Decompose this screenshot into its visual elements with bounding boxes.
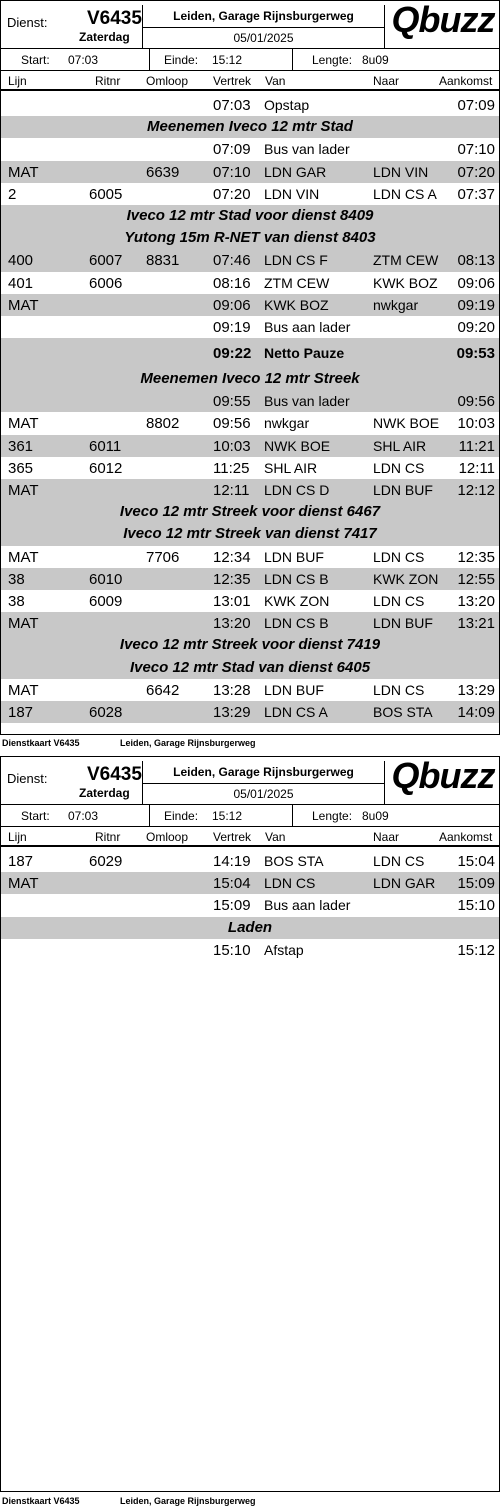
dienst-label: Dienst:	[7, 771, 48, 786]
departure-time: 13:20	[213, 615, 251, 633]
divider	[292, 805, 293, 826]
vehicle-section-heading: Yutong 15m R-NET van dienst 8403	[1, 227, 499, 249]
departure-time: 15:09	[213, 897, 251, 915]
to-stop: SHL AIR	[373, 437, 427, 454]
from-stop: LDN BUF	[264, 681, 324, 698]
to-stop: LDN BUF	[373, 615, 433, 632]
line-number: 365	[8, 459, 34, 477]
footer-label: Dienstkaart V6435	[2, 1496, 80, 1506]
end-time: 15:12	[212, 809, 243, 823]
from-stop: LDN GAR	[264, 163, 327, 180]
trip-row	[1, 701, 499, 723]
vehicle-section-heading: Iveco 12 mtr Streek voor dienst 6467	[1, 501, 499, 523]
trip-row	[1, 161, 499, 183]
line-number: 38	[8, 592, 25, 610]
from-stop: Opstap	[264, 97, 310, 113]
trip-row	[1, 479, 499, 501]
trip-row	[1, 183, 499, 205]
col-vertrek: Vertrek	[213, 74, 252, 88]
from-stop: SHL AIR	[264, 459, 318, 476]
line-number: MAT	[8, 615, 39, 633]
vehicle-section-heading: Iveco 12 mtr Stad van dienst 6405	[1, 657, 499, 679]
from-stop: Bus aan lader	[264, 897, 351, 914]
trip-row	[1, 412, 499, 434]
line-number: 187	[8, 853, 34, 870]
divider	[149, 805, 150, 826]
line-number: 361	[8, 437, 34, 455]
header-location-box	[142, 761, 385, 805]
from-stop: Bus van lader	[264, 393, 350, 410]
vehicle-section-heading: Iveco 12 mtr Streek van dienst 7417	[1, 523, 499, 545]
block-number: 8802	[146, 415, 180, 433]
arrival-time: 09:20	[457, 318, 495, 336]
arrival-time: 13:20	[457, 592, 495, 610]
shift-times-row	[1, 49, 499, 71]
vehicle-section-heading: Meenemen Iveco 12 mtr Streek	[1, 368, 499, 390]
duty-card-frame	[0, 0, 500, 735]
col-aankomst: Aankomst	[439, 830, 493, 844]
to-stop: LDN CS	[373, 853, 425, 869]
line-number: 187	[8, 703, 34, 721]
arrival-time: 07:09	[457, 97, 495, 114]
line-number: MAT	[8, 415, 39, 433]
col-ritnr: Ritnr	[95, 74, 121, 88]
line-number: 400	[8, 252, 34, 270]
page-footer	[2, 738, 256, 748]
arrival-time: 15:10	[457, 897, 495, 915]
card-header	[1, 1, 499, 49]
vehicle-section-heading: Meenemen Iveco 12 mtr Stad	[1, 116, 499, 138]
departure-time: 11:25	[213, 459, 250, 477]
trip-rows	[1, 850, 499, 961]
col-vertrek: Vertrek	[213, 830, 252, 844]
departure-time: 15:10	[213, 941, 251, 959]
arrival-time: 09:19	[457, 296, 495, 314]
shift-length: 8u09	[362, 809, 389, 823]
block-number: 7706	[146, 548, 180, 566]
dienst-label: Dienst:	[7, 15, 48, 30]
arrival-time: 10:03	[457, 415, 495, 433]
trip-row	[1, 568, 499, 590]
arrival-time: 12:12	[457, 482, 495, 499]
from-stop: KWK ZON	[264, 592, 330, 609]
start-label: Start:	[21, 809, 50, 823]
arrival-time: 12:11	[458, 459, 495, 477]
departure-time: 07:03	[213, 97, 251, 114]
col-aankomst: Aankomst	[439, 74, 493, 88]
departure-time: 12:34	[213, 548, 251, 566]
arrival-time: 15:12	[457, 941, 495, 959]
trip-row	[1, 546, 499, 568]
col-van: Van	[265, 830, 286, 844]
footer-location: Leiden, Garage Rijnsburgerweg	[120, 1496, 256, 1506]
to-stop: LDN BUF	[373, 482, 433, 498]
col-naar: Naar	[373, 74, 400, 88]
trip-row	[1, 272, 499, 294]
trip-number: 6006	[89, 274, 123, 292]
line-number: MAT	[8, 163, 39, 181]
to-stop: LDN CS A	[373, 185, 437, 202]
shift-times-row	[1, 805, 499, 827]
to-stop: BOS STA	[373, 703, 433, 720]
trip-row	[1, 138, 499, 160]
departure-time: 07:10	[213, 163, 251, 181]
trip-rows	[1, 94, 499, 723]
from-stop: Bus aan lader	[264, 318, 351, 335]
trip-row	[1, 590, 499, 612]
departure-time: 10:03	[213, 437, 251, 455]
footer-location: Leiden, Garage Rijnsburgerweg	[120, 738, 256, 748]
from-stop: LDN CS F	[264, 252, 328, 269]
trip-row	[1, 294, 499, 316]
from-stop: LDN CS B	[264, 615, 329, 632]
to-stop: KWK ZON	[373, 570, 439, 587]
arrival-time: 08:13	[457, 252, 495, 270]
divider	[149, 49, 150, 70]
column-headers	[1, 827, 499, 847]
end-time: 15:12	[212, 53, 243, 67]
col-ritnr: Ritnr	[95, 830, 121, 844]
trip-number: 6009	[89, 592, 123, 610]
trip-number: 6029	[89, 853, 123, 870]
end-label: Einde:	[164, 809, 199, 823]
block-number: 6642	[146, 681, 180, 699]
trip-number: 6005	[89, 185, 123, 203]
departure-time: 12:35	[213, 570, 251, 588]
trip-number: 6028	[89, 703, 123, 721]
to-stop: ZTM CEW	[373, 252, 439, 269]
garage-location: Leiden, Garage Rijnsburgerweg	[143, 5, 384, 28]
length-label: Lengte:	[312, 809, 353, 823]
arrival-time: 13:21	[457, 615, 495, 633]
trip-row	[1, 249, 499, 271]
to-stop: LDN CS	[373, 681, 425, 698]
card-header	[1, 757, 499, 805]
trip-row	[1, 94, 499, 116]
trip-row	[1, 872, 499, 894]
from-stop: LDN CS B	[264, 570, 329, 587]
departure-time: 07:09	[213, 141, 251, 159]
departure-time: 07:46	[213, 252, 251, 270]
from-stop: nwkgar	[264, 415, 310, 432]
divider	[292, 49, 293, 70]
departure-time: 09:56	[213, 415, 251, 433]
arrival-time: 07:37	[457, 185, 495, 203]
dienst-day: Zaterdag	[79, 786, 130, 800]
trip-number: 6007	[89, 252, 123, 270]
pause-row	[1, 338, 499, 368]
arrival-time: 09:53	[456, 345, 495, 363]
line-number: MAT	[8, 296, 39, 314]
departure-time: 13:28	[213, 681, 251, 699]
departure-time: 14:19	[213, 853, 251, 870]
line-number: MAT	[8, 875, 39, 893]
arrival-time: 14:09	[457, 703, 495, 721]
service-date: 05/01/2025	[233, 787, 294, 801]
duty-card-page-2	[0, 756, 500, 1512]
departure-time: 09:06	[213, 296, 251, 314]
dienst-code: V6435	[87, 764, 142, 785]
from-stop: KWK BOZ	[264, 296, 329, 313]
col-lijn: Lijn	[8, 830, 27, 844]
start-time: 07:03	[68, 53, 99, 67]
departure-time: 09:22	[213, 345, 252, 363]
line-number: 38	[8, 570, 25, 588]
departure-time: 13:01	[213, 592, 251, 610]
from-stop: LDN VIN	[264, 185, 320, 202]
arrival-time: 07:20	[457, 163, 495, 181]
arrival-time: 13:29	[457, 681, 495, 699]
col-lijn: Lijn	[8, 74, 27, 88]
to-stop: LDN VIN	[373, 163, 429, 180]
from-stop: LDN CS A	[264, 703, 328, 720]
dienst-day: Zaterdag	[79, 30, 130, 44]
column-headers	[1, 71, 499, 91]
trip-number: 6010	[89, 570, 123, 588]
garage-location: Leiden, Garage Rijnsburgerweg	[143, 761, 384, 784]
col-naar: Naar	[373, 830, 400, 844]
block-number: 8831	[146, 252, 180, 270]
qbuzz-logo: Qbuzz	[391, 755, 495, 796]
line-number: 401	[8, 274, 34, 292]
duty-card-page-1	[0, 0, 500, 752]
from-stop: ZTM CEW	[264, 274, 330, 291]
col-omloop: Omloop	[146, 74, 189, 88]
from-stop: Afstap	[264, 941, 304, 958]
trip-row	[1, 457, 499, 479]
trip-row	[1, 612, 499, 634]
to-stop: NWK BOE	[373, 415, 440, 432]
arrival-time: 07:10	[457, 141, 495, 159]
arrival-time: 12:55	[457, 570, 495, 588]
end-label: Einde:	[164, 53, 199, 67]
departure-time: 08:16	[213, 274, 251, 292]
arrival-time: 15:04	[457, 853, 495, 870]
arrival-time: 15:09	[457, 875, 495, 893]
from-stop: LDN CS	[264, 875, 316, 892]
trip-number: 6012	[89, 459, 123, 477]
from-stop: NWK BOE	[264, 437, 331, 454]
arrival-time: 09:56	[457, 393, 495, 411]
vehicle-section-heading: Laden	[1, 917, 499, 939]
from-stop: BOS STA	[264, 853, 324, 869]
arrival-time: 09:06	[457, 274, 495, 292]
vehicle-section-heading: Iveco 12 mtr Streek voor dienst 7419	[1, 634, 499, 656]
line-number: MAT	[8, 482, 39, 499]
trip-row	[1, 390, 499, 412]
block-number: 6639	[146, 163, 180, 181]
departure-time: 13:29	[213, 703, 251, 721]
to-stop: KWK BOZ	[373, 274, 438, 291]
header-location-box	[142, 5, 385, 49]
departure-time: 07:20	[213, 185, 251, 203]
to-stop: LDN CS	[373, 592, 425, 609]
from-stop: Bus van lader	[264, 141, 350, 158]
departure-time: 09:55	[213, 393, 251, 411]
line-number: MAT	[8, 681, 39, 699]
to-stop: LDN GAR	[373, 875, 436, 892]
departure-time: 09:19	[213, 318, 251, 336]
pause-label: Netto Pauze	[264, 345, 345, 362]
arrival-time: 12:35	[457, 548, 495, 566]
to-stop: LDN CS	[373, 459, 425, 476]
start-label: Start:	[21, 53, 50, 67]
start-time: 07:03	[68, 809, 99, 823]
from-stop: LDN CS D	[264, 482, 330, 498]
footer-label: Dienstkaart V6435	[2, 738, 80, 748]
departure-time: 15:04	[213, 875, 251, 893]
arrival-time: 11:21	[458, 437, 495, 455]
col-van: Van	[265, 74, 286, 88]
to-stop: LDN CS	[373, 548, 425, 565]
length-label: Lengte:	[312, 53, 353, 67]
trip-row	[1, 316, 499, 338]
trip-row	[1, 435, 499, 457]
vehicle-section-heading: Iveco 12 mtr Stad voor dienst 8409	[1, 205, 499, 227]
trip-row	[1, 894, 499, 916]
dienst-code: V6435	[87, 8, 142, 29]
qbuzz-logo: Qbuzz	[391, 0, 495, 40]
page-footer	[2, 1496, 256, 1506]
to-stop: nwkgar	[373, 296, 419, 313]
line-number: MAT	[8, 548, 39, 566]
service-date: 05/01/2025	[233, 31, 294, 45]
col-omloop: Omloop	[146, 830, 189, 844]
shift-length: 8u09	[362, 53, 389, 67]
line-number: 2	[8, 185, 17, 203]
trip-row	[1, 939, 499, 961]
departure-time: 12:11	[213, 482, 250, 499]
trip-row	[1, 850, 499, 872]
trip-row	[1, 679, 499, 701]
duty-card-frame	[0, 756, 500, 1492]
trip-number: 6011	[89, 437, 122, 455]
from-stop: LDN BUF	[264, 548, 324, 565]
